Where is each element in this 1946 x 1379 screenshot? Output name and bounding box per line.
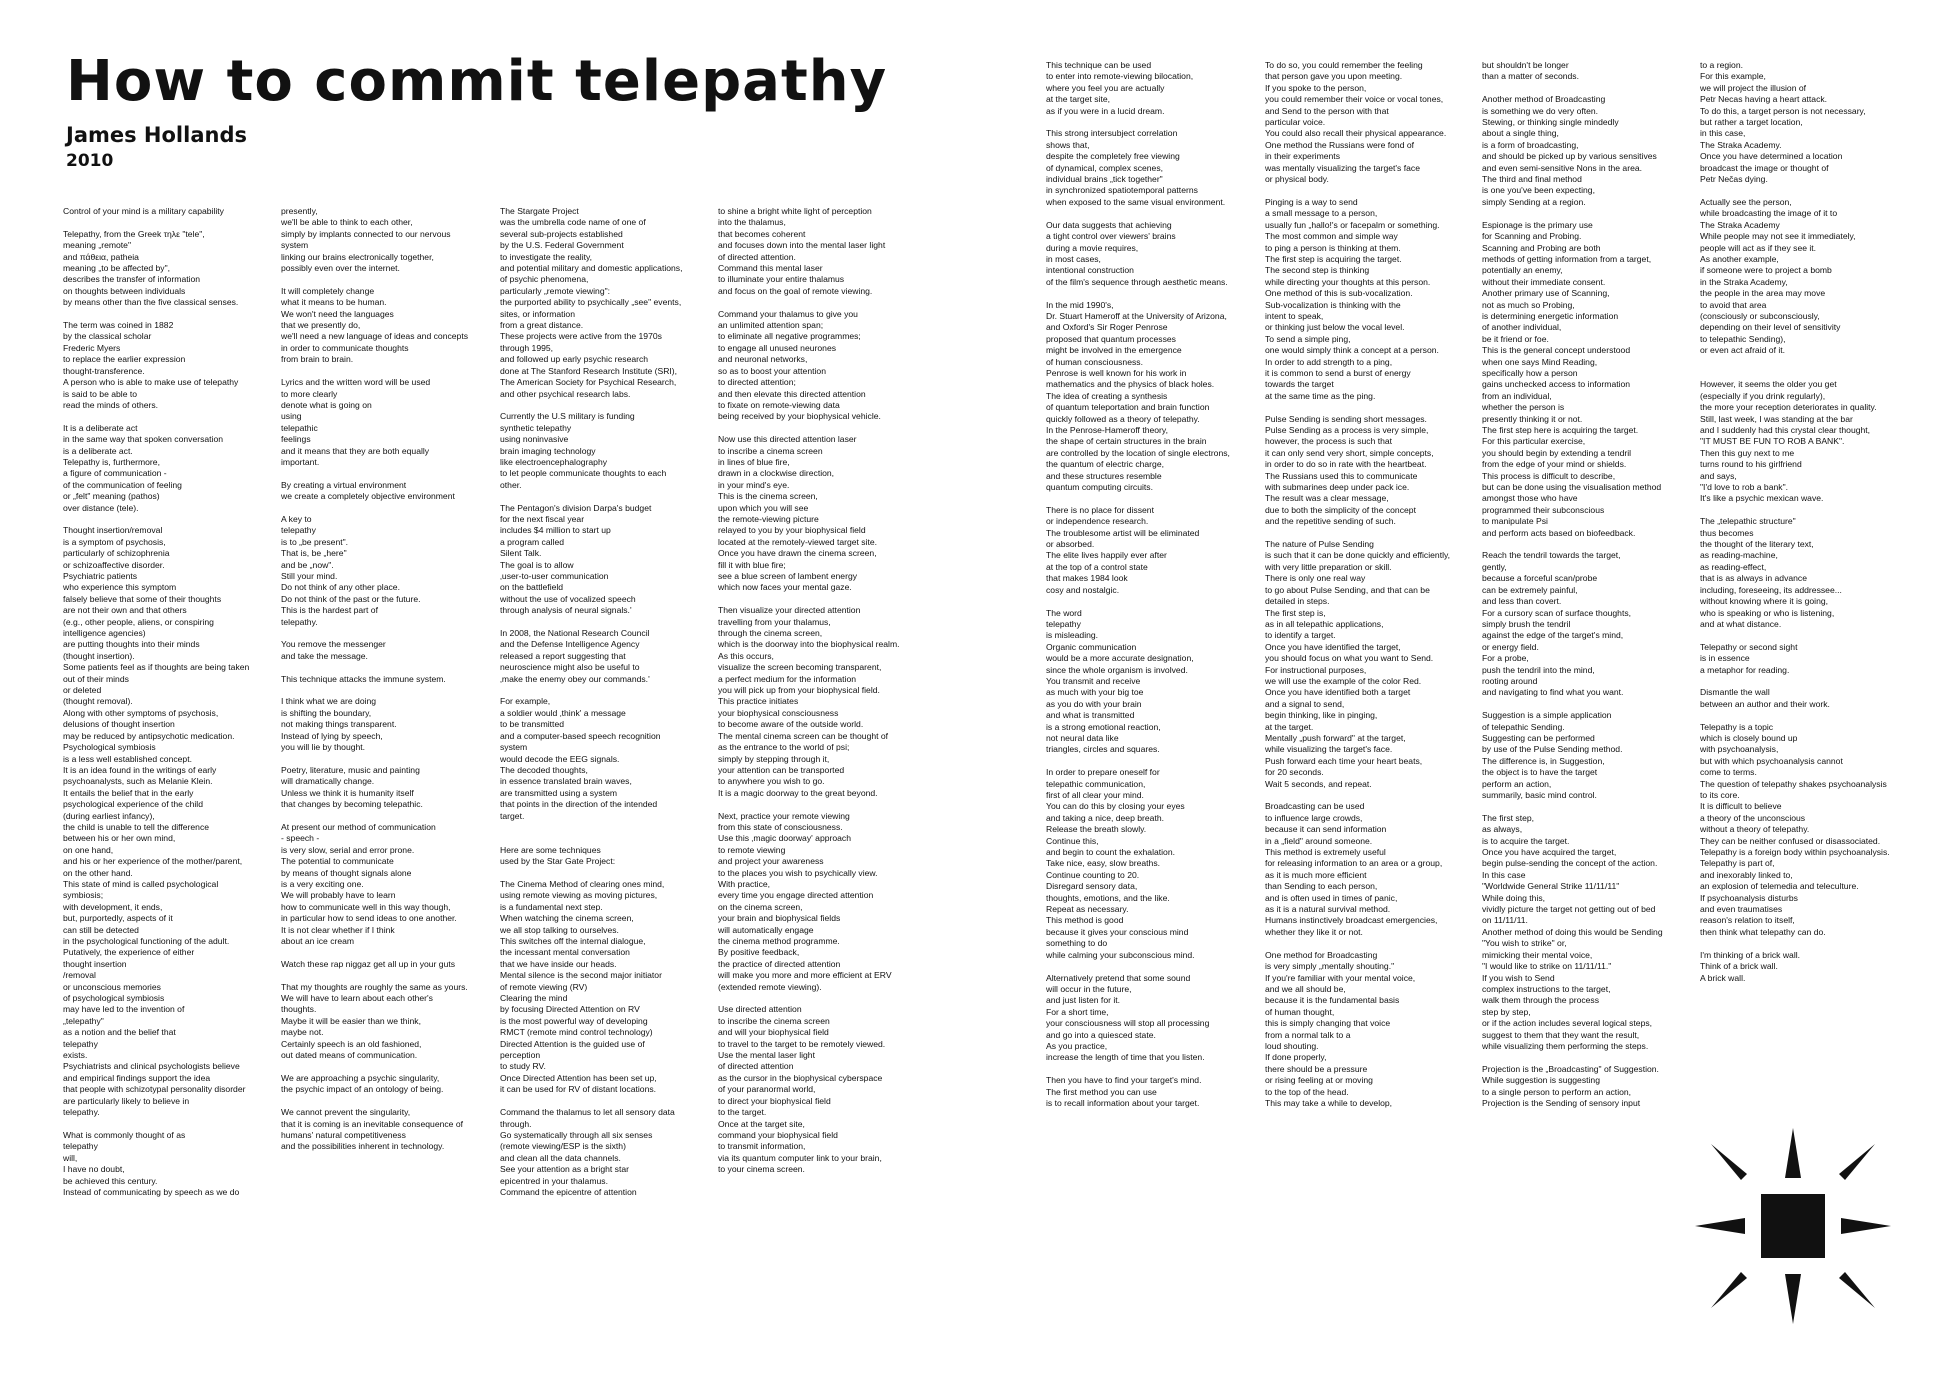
- sun-ray-left: [1695, 1218, 1745, 1234]
- text-column-6: To do so, you could remember the feeling that person gave you upon meeting. If you spoke to the person, you could remember their voice or vocal tones, and Send to the person with that particular voice. You could also recall their physical appearance. One method the Russians were fond of in their experiments was mentally visualizing the target's face or physical body. Pinging is a way to send a small message to a person, usually fun „hallo!'s or facepalm or something. The most common and simple way to ping a person is thinking at them. The first step is acquiring the target. The second step is thinking while directing your thoughts at this person. One method of this is sub-vocalization. Sub-vocalization is thinking with the intent to speak, or thinking just below the vocal level. To send a simple ping, one would simply think a concept at a person. In order to add strength to a ping, it is common to send a burst of energy towards the target at the same time as the ping. Pulse Sending is sending short messages. Pulse Sending as a process is very simple, however, the process is such that it can only send very short, simple concepts, in order to do so in rate with the heartbeat. The Russians used this to communicate with submarines deep under pack ice. The result was a clear message, due to both the simplicity of the concept and the repetitive sending of such. The nature of Pulse Sending is such that it can be done quickly and efficiently, with very little preparation or skill. There is only one real way to go about Pulse Sending, and that can be detailed in steps. The first step is, as in all telepathic applications, to identify a target. Once you have identified the target, you should focus on what you want to Send. For instructional purposes, we will use the example of the color Red. Once you have identified both a target and a signal to send, begin thinking, like in pinging, at the target. Mentally „push forward" at the target, while visualizing the target's face. Push forward each time your heart beats, for 20 seconds. Wait 5 seconds, and repeat. Broadcasting can be used to influence large crowds, because it can send information in a „field" around someone. This method is extremely useful for releasing information to an area or a group, as it is much more efficient than Sending to each person, and is often used in times of panic, as it is a natural survival method. Humans instinctively broadcast emergencies, whether they like it or not. One method for Broadcasting is very simply „mentally shouting." If you're familiar with your mental voice, and we all should be, because it is the fundamental basis of human thought, this is simply changing that voice from a normal talk to a loud shouting. If done properly, there should be a pressure or rising feeling at or moving to the top of the head. This may take a while to develop,: [1265, 60, 1451, 1108]
- text-column-2: presently, we'll be able to think to each other, simply by implants connected to our nervous system linking our brains electronically together, possibly even over the internet. It will completely change what it means to be human. We won't need the languages that we presently do, we'll need a new language of ideas and concepts in order to communicate thoughts from brain to brain. Lyrics and the written word will be used to more clearly denote what is going on using telepathic feelings and it means that they are both equally important. By creating a virtual environment we create a completely objective environment A key to telepathy is to „be present". That is, be „here" and be „now". Still your mind. Do not think of any other place. Do not think of the past or the future. This is the hardest part of telepathy. You remove the messenger and take the message. This technique attacks the immune system. I think what we are doing is shifting the boundary, not making things transparent. Instead of lying by speech, you will lie by thought. Poetry, literature, music and painting will dramatically change. Unless we think it is humanity itself that changes by becoming telepathic. At present our method of communication - speech - is very slow, serial and error prone. The potential to communicate by means of thought signals alone is a very exciting one. We will probably have to learn how to communicate well in this way though, in particular how to send ideas to one another. It is not clear whether if I think about an ice cream Watch these rap niggaz get all up in your guts That my thoughts are roughly the same as yours. We will have to learn about each other's thoughts. Maybe it will be easier than we think, maybe not. Certainly speech is an old fashioned, out dated means of communication. We are approaching a psychic singularity, the psychic impact of an ontology of being. We cannot prevent the singularity, that it is coming is an inevitable consequence of humans' natural competitiveness and the possibilities inherent in technology.: [281, 206, 469, 1152]
- text-column-5: This technique can be used to enter into remote-viewing bilocation, where you feel you are actually at the target site, as if you were in a lucid dream. This strong intersubject correlation shows that, despite the completely free viewing of dynamical, complex scenes, individual brains „tick together" in synchronized spatiotemporal patterns when exposed to the same visual environment. Our data suggests that achieving a tight control over viewers' brains during a movie requires, in most cases, intentional construction of the film's sequence through aesthetic means. In the mid 1990's, Dr. Stuart Hameroff at the University of Arizona, and Oxford's Sir Roger Penrose proposed that quantum processes might be involved in the emergence of human consciousness. Penrose is well known for his work in mathematics and the physics of black holes. The idea of creating a synthesis of quantum teleportation and brain function quickly followed as a theory of telepathy. In the Penrose-Hameroff theory, the shape of certain structures in the brain are controlled by the location of single electrons, the quantum of electric charge, and these structures resemble quantum computing circuits. There is no place for dissent or independence research. The troublesome artist will be eliminated or absorbed. The elite lives happily ever after at the top of a control state that makes 1984 look cosy and nostalgic. The word telepathy is misleading. Organic communication would be a more accurate designation, since the whole organism is involved. You transmit and receive as much with your big toe as you do with your brain and what is transmitted is a strong emotional reaction, not neural data like triangles, circles and squares. In order to prepare oneself for telepathic communication, first of all clear your mind. You can do this by closing your eyes and taking a nice, deep breath. Release the breath slowly. Continue this, and begin to count the exhalation. Take nice, easy, slow breaths. Continue counting to 20. Disregard sensory data, thoughts, emotions, and the like. Repeat as necessary. This method is good because it gives your conscious mind something to do while calming your subconscious mind. Alternatively pretend that some sound will occur in the future, and just listen for it. For a short time, your consciousness will stop all processing and go into a quiesced state. As you practice, increase the length of time that you listen. Then you have to find your target's mind. The first method you can use is to recall information about your target.: [1046, 60, 1230, 1108]
- sun-center-square: [1761, 1194, 1825, 1258]
- sun-ray-top-right: [1839, 1144, 1875, 1180]
- sun-ray-bottom-left: [1711, 1272, 1747, 1308]
- text-column-3: The Stargate Project was the umbrella code name of one of several sub-projects established by the U.S. Federal Government to investigate the reality, and potential military and domestic applications, of psychic phenomena, particularly „remote viewing": the purported ability to psychically „see" events, sites, or information from a great distance. These projects were active from the 1970s through 1995, and followed up early psychic research done at The Stanford Research Institute (SRI), The American Society for Psychical Research, and other psychical research labs. Currently the U.S military is funding synthetic telepathy using noninvasive brain imaging technology like electroencephalography to let people communicate thoughts to each other. The Pentagon's division Darpa's budget for the next fiscal year includes $4 million to start up a program called Silent Talk. The goal is to allow ‚user-to-user communication on the battlefield without the use of vocalized speech through analysis of neural signals.' In 2008, the National Research Council and the Defense Intelligence Agency released a report suggesting that neuroscience might also be useful to ‚make the enemy obey our commands.' For example, a soldier would ‚think' a message to be transmitted and a computer-based speech recognition system would decode the EEG signals. The decoded thoughts, in essence translated brain waves, are transmitted using a system that points in the direction of the intended target. Here are some techniques used by the Star Gate Project: The Cinema Method of clearing ones mind, using remote viewing as moving pictures, is a fundamental next step. When watching the cinema screen, we all stop talking to ourselves. This switches off the internal dialogue, the incessant mental conversation that we have inside our heads. Mental silence is the second major initiator of remote viewing (RV) Clearing the mind by focusing Directed Attention on RV is the most powerful way of developing RMCT (remote mind control technology) Directed Attention is the guided use of perception to study RV. Once Directed Attention has been set up, it can be used for RV of distant locations. Command the thalamus to let all sensory data through. Go systematically through all six senses (remote viewing/ESP is the sixth) and clean all the data channels. See your attention as a bright star epicentred in your thalamus. Command the epicentre of attention: [500, 206, 683, 1197]
- sun-ray-bottom-right: [1839, 1272, 1875, 1308]
- text-column-8: to a region. For this example, we will project the illusion of Petr Necas having a heart attack. To do this, a target person is not necessary, but rather a target location, in this case, The Straka Academy. Once you have determined a location broadcast the image or thought of Petr Nečas dying. Actually see the person, while broadcasting the image of it to The Straka Academy While people may not see it immediately, people will act as if they see it. As another example, if someone were to project a bomb in the Straka Academy, the people in the area may move to avoid that area (consciously or subconsciously, depending on their level of sensitivity to telepathic Sending), or even act afraid of it. However, it seems the older you get (especially if you drink regularly), the more your reception deteriorates in quality. Still, last week, I was standing at the bar and I suddenly had this crystal clear thought, "IT MUST BE FUN TO ROB A BANK". Then this guy next to me turns round to his girlfriend and says, "I'd love to rob a bank". It's like a psychic mexican wave. The „telepathic structure" thus becomes the thought of the literary text, as reading-machine, as reading-effect, that is as always in advance including, foreseeing, its addressee... without knowing where it is going, who is speaking or who is listening, and at what distance. Telepathy or second sight is in essence a metaphor for reading. Dismantle the wall between an author and their work. Telepathy is a topic which is closely bound up with psychoanalysis, but with which psychoanalysis cannot come to terms. The question of telepathy shakes psychoanalysis to its core. It is difficult to believe a theory of the unconscious without a theory of telepathy. They can be neither confused or disassociated. Telepathy is a foreign body within psychoanalysis. Telepathy is part of, and inexorably linked to, an explosion of telemedia and teleculture. If psychoanalysis disturbs and even traumatises reason's relation to itself, then think what telepathy can do. I'm thinking of a brick wall. Think of a brick wall. A brick wall.: [1700, 60, 1890, 983]
- sun-burst-icon: [1693, 1126, 1893, 1326]
- text-column-4: to shine a bright white light of perception into the thalamus, that becomes coherent and focuses down into the mental laser light of directed attention. Command this mental laser to illuminate your entire thalamus and focus on the goal of remote viewing. Command your thalamus to give you an unlimited attention span; to eliminate all negative programmes; to engage all unused neurones and neuronal networks, so as to boost your attention to directed attention; and then elevate this directed attention to fixate on remote-viewing data being received by your biophysical vehicle. Now use this directed attention laser to inscribe a cinema screen in lines of blue fire, drawn in a clockwise direction, in your mind's eye. This is the cinema screen, upon which you will see the remote-viewing picture relayed to you by your biophysical field located at the remotely-viewed target site. Once you have drawn the cinema screen, fill it with blue fire; see a blue screen of lambent energy which now faces your mental gaze. Then visualize your directed attention travelling from your thalamus, through the cinema screen, which is the doorway into the biophysical realm. As this occurs, visualize the screen becoming transparent, a perfect medium for the information you will pick up from your biophysical field. This practice initiates your biophysical consciousness to become aware of the outside world. The mental cinema screen can be thought of as the entrance to the world of psi; simply by stepping through it, your attention can be transported to anywhere you wish to go. It is a magic doorway to the great beyond. Next, practice your remote viewing from this state of consciousness. Use this ‚magic doorway' approach to remote viewing and project your awareness to the places you wish to psychically view. With practice, every time you engage directed attention on the cinema screen, your brain and biophysical fields will automatically engage the cinema method programme. By positive feedback, the practice of directed attention will make you more and more efficient at ERV (extended remote viewing). Use directed attention to inscribe the cinema screen and will your biophysical field to travel to the target to be remotely viewed. Use the mental laser light of directed attention as the cursor in the biophysical cyberspace of your paranormal world, to direct your biophysical field to the target. Once at the target site, command your biophysical field to transmit information, via its quantum computer link to your brain, to your cinema screen.: [718, 206, 900, 1175]
- sun-ray-bottom: [1785, 1274, 1801, 1324]
- author-name: James Hollands: [66, 123, 247, 147]
- sun-ray-top: [1785, 1128, 1801, 1178]
- page-title: How to commit telepathy: [66, 49, 888, 114]
- publication-year: 2010: [66, 151, 114, 171]
- text-column-1: Control of your mind is a military capability Telepathy, from the Greek τηλε "tele", meaning „remote" and πάθεια, patheia meaning „to be affected by", describes the transfer of information on thoughts between individuals by means other than the five classical senses. The term was coined in 1882 by the classical scholar Frederic Myers to replace the earlier expression thought-transference. A person who is able to make use of telepathy is said to be able to read the minds of others. It is a deliberate act in the same way that spoken conversation is a deliberate act. Telepathy is, furthermore, a figure of communication - of the communication of feeling or „felt" meaning (pathos) over distance (tele). Thought insertion/removal is a symptom of psychosis, particularly of schizophrenia or schizoaffective disorder. Psychiatric patients who experience this symptom falsely believe that some of their thoughts are not their own and that others (e.g., other people, aliens, or conspiring intelligence agencies) are putting thoughts into their minds (thought insertion). Some patients feel as if thoughts are being taken out of their minds or deleted (thought removal). Along with other symptoms of psychosis, delusions of thought insertion may be reduced by antipsychotic medication. Psychological symbiosis is a less well established concept. It is an idea found in the writings of early psychoanalysts, such as Melanie Klein. It entails the belief that in the early psychological experience of the child (during earliest infancy), the child is unable to tell the difference between his or her own mind, on one hand, and his or her experience of the mother/parent, on the other hand. This state of mind is called psychological symbiosis; with development, it ends, but, purportedly, aspects of it can still be detected in the psychological functioning of the adult. Putatively, the experience of either thought insertion /removal or unconscious memories of psychological symbiosis may have led to the invention of „telepathy" as a notion and the belief that telepathy exists. Psychiatrists and clinical psychologists believe and empirical findings support the idea that people with schizotypal personality disorder are particularly likely to believe in telepathy. What is commonly thought of as telepathy will, I have no doubt, be achieved this century. Instead of communicating by speech as we do: [63, 206, 250, 1197]
- sun-ray-top-left: [1711, 1144, 1747, 1180]
- text-column-7: but shouldn't be longer than a matter of seconds. Another method of Broadcasting is something we do very often. Stewing, or thinking single mindedly about a single thing, is a form of broadcasting, and should be picked up by various sensitives and even semi-sensitive Nons in the area. The third and final method is one you've been expecting, simply Sending at a region. Espionage is the primary use for Scanning and Probing. Scanning and Probing are both methods of getting information from a target, potentially an enemy, without their immediate consent. Another primary use of Scanning, not as much so Probing, is determining energetic information of another individual, be it friend or foe. This is the general concept understood when one says Mind Reading, specifically how a person gains unchecked access to information from an individual, whether the person is presently thinking it or not. The first step here is acquiring the target. For this particular exercise, you should begin by extending a tendril from the edge of your mind or shields. This process is difficult to describe, but can be done using the visualisation method amongst those who have programmed their subconscious to manipulate Psi and perform acts based on biofeedback. Reach the tendril towards the target, gently, because a forceful scan/probe can be extremely painful, and less than covert. For a cursory scan of surface thoughts, simply brush the tendril against the edge of the target's mind, or energy field. For a probe, push the tendril into the mind, rooting around and navigating to find what you want. Suggestion is a simple application of telepathic Sending. Suggesting can be performed by use of the Pulse Sending method. The difference is, in Suggestion, the object is to have the target perform an action, summarily, basic mind control. The first step, as always, is to acquire the target. Once you have acquired the target, begin pulse-sending the concept of the action. In this case "Worldwide General Strike 11/11/11" While doing this, vividly picture the target not getting out of bed on 11/11/11. Another method of doing this would be Sending "You wish to strike" or, mimicking their mental voice, "I would like to strike on 11/11/11." If you wish to Send complex instructions to the target, walk them through the process step by step, or if the action includes several logical steps, suggest to them that they want the result, while visualizing them performing the steps. Projection is the „Broadcasting" of Suggestion. While suggestion is suggesting to a single person to perform an action, Projection is the Sending of sensory input: [1482, 60, 1663, 1108]
- sun-ray-right: [1841, 1218, 1891, 1234]
